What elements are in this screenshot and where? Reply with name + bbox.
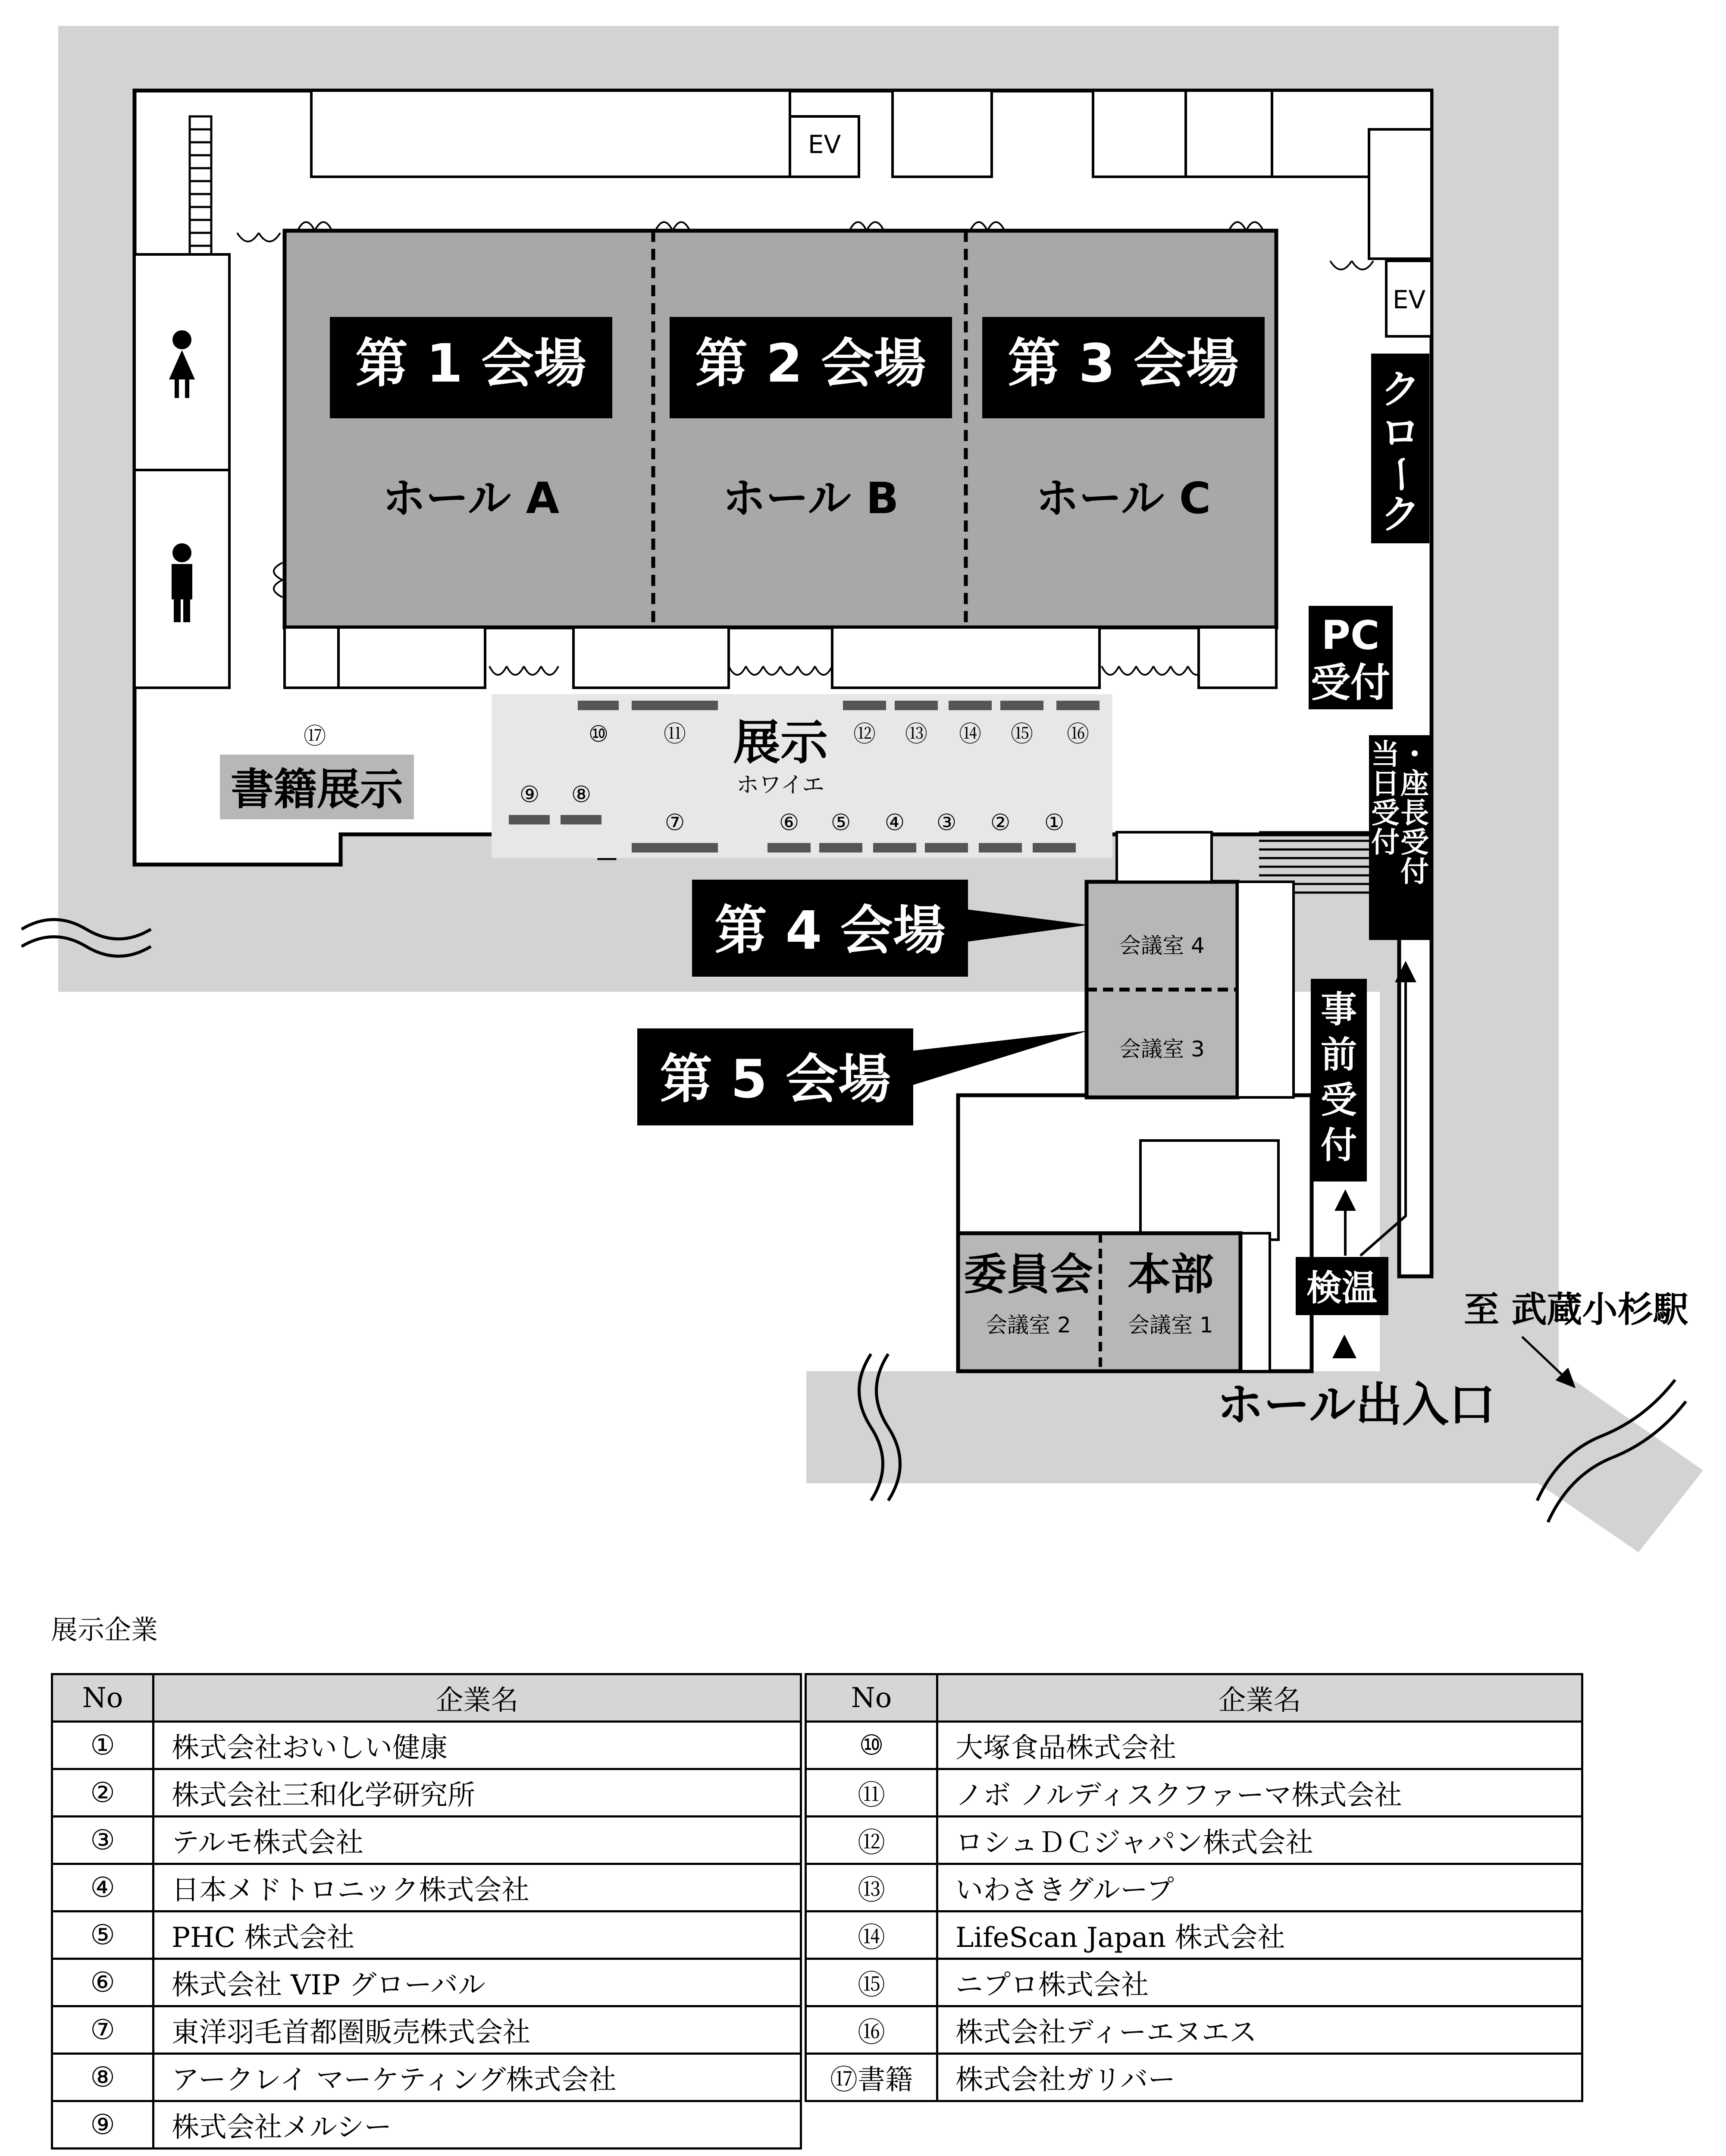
hall3-badge: 第 3 会場 [1008, 333, 1239, 394]
exhibitor-name: アークレイ マーケティング株式会社 [153, 2054, 801, 2101]
exhibitor-name: ニプロ株式会社 [937, 1959, 1582, 2006]
svg-text:⑧: ⑧ [571, 782, 592, 808]
svg-text:①: ① [1044, 810, 1065, 836]
hall2-name: ホール B [722, 473, 899, 523]
exhibitor-name: テルモ株式会社 [153, 1817, 801, 1864]
svg-text:・: ・ [1400, 738, 1429, 771]
exhibitor-number: ⑮ [806, 1959, 937, 2006]
svg-text:長: 長 [1400, 796, 1429, 830]
svg-text:⑪: ⑪ [663, 721, 686, 747]
exhibitor-number: ⑬ [806, 1864, 937, 1912]
hall3-name: ホール C [1035, 473, 1211, 523]
pc-reception-label: PC [1321, 612, 1380, 658]
exhibitor-name: いわさきグループ [937, 1864, 1582, 1912]
svg-text:受: 受 [1371, 796, 1400, 830]
exhibitor-number: ④ [52, 1864, 153, 1912]
svg-text:⑨: ⑨ [519, 782, 540, 808]
column-header-no: No [806, 1674, 937, 1722]
table-row [52, 2006, 801, 2054]
svg-text:⑩: ⑩ [588, 721, 609, 747]
table-row [806, 2054, 1582, 2101]
pc-reception-label: 受付 [1310, 660, 1391, 706]
svg-text:⑦: ⑦ [664, 810, 685, 836]
exhibitor-number: ① [52, 1722, 153, 1769]
exhibitor-table-left [51, 1673, 802, 2150]
exhibitor-number: ⑪ [806, 1769, 937, 1817]
table-row [52, 2101, 801, 2149]
table-row [52, 1769, 801, 1817]
entrance-marker-icon [1332, 1335, 1356, 1358]
table-row [806, 1959, 1582, 2006]
exhibitor-number: ⑧ [52, 2054, 153, 2101]
svg-text:③: ③ [936, 810, 957, 836]
meeting-room-1-label: 会議室 1 [1128, 1313, 1213, 1338]
svg-text:⑰: ⑰ [303, 724, 326, 749]
svg-text:⑯: ⑯ [1066, 721, 1090, 747]
cloak-label [1378, 367, 1424, 538]
svg-text:ロ: ロ [1380, 410, 1421, 456]
foyer-label: ホワイエ [736, 772, 825, 798]
exhibitor-name: 株式会社ガリバー [937, 2054, 1582, 2101]
table-header [52, 1674, 801, 1722]
svg-text:付: 付 [1371, 826, 1400, 859]
svg-text:⑮: ⑮ [1010, 721, 1034, 747]
table-row [52, 1864, 801, 1912]
svg-text:座: 座 [1400, 767, 1429, 800]
stairs-icon [190, 116, 211, 254]
table-row [806, 1769, 1582, 1817]
svg-text:受: 受 [1320, 1079, 1357, 1121]
meeting-room-4-label: 会議室 4 [1119, 933, 1205, 958]
exhibitor-name: 株式会社三和化学研究所 [153, 1769, 801, 1817]
hall-entrance-label: ホール出入口 [1217, 1378, 1495, 1432]
exhibitor-name: 株式会社ディーエヌエス [937, 2006, 1582, 2054]
exhibitor-name: 株式会社おいしい健康 [153, 1722, 801, 1769]
hall1-name: ホール A [382, 473, 560, 523]
hall1-badge: 第 1 会場 [355, 333, 586, 394]
exhibitor-number: ③ [52, 1817, 153, 1864]
svg-text:⑫: ⑫ [853, 721, 876, 747]
svg-text:⑥: ⑥ [779, 810, 799, 836]
exhibitor-number: ⑩ [806, 1722, 937, 1769]
main-hall-block [285, 231, 1276, 627]
exhibitor-number: ⑦ [52, 2006, 153, 2054]
exhibitor-number: ⑯ [806, 2006, 937, 2054]
table-row [806, 1912, 1582, 1959]
exhibitor-number: ⑭ [806, 1912, 937, 1959]
exhibitor-name: 株式会社 VIP グローバル [153, 1959, 801, 2006]
table-row [52, 1912, 801, 1959]
book-exhibit-label: 書籍展示 [231, 764, 403, 815]
table-row [52, 1722, 801, 1769]
svg-text:日: 日 [1371, 767, 1400, 800]
exhibitor-name: 大塚食品株式会社 [937, 1722, 1582, 1769]
exhibit-label: 展示 [733, 715, 828, 770]
svg-text:②: ② [990, 810, 1011, 836]
venue4-badge: 第 4 会場 [714, 900, 946, 961]
table-row [52, 1817, 801, 1864]
svg-text:受: 受 [1400, 826, 1429, 859]
exhibitor-number: ② [52, 1769, 153, 1817]
meeting-room-3-label: 会議室 3 [1119, 1037, 1205, 1062]
exhibitor-number: ⑫ [806, 1817, 937, 1864]
elevator-label: EV [808, 130, 841, 159]
elevator-label: EV [1392, 285, 1426, 314]
temperature-check-label: 検温 [1306, 1268, 1378, 1309]
exhibitor-table-right [805, 1673, 1583, 2102]
exhibitor-number: ⑨ [52, 2101, 153, 2149]
svg-text:当: 当 [1371, 738, 1400, 771]
exhibitor-number: ⑤ [52, 1912, 153, 1959]
table-row [806, 1817, 1582, 1864]
svg-text:ク: ク [1380, 367, 1421, 413]
exhibitor-number: ⑥ [52, 1959, 153, 2006]
meeting-room-2-label: 会議室 2 [986, 1313, 1071, 1338]
exhibitor-name: 東洋羽毛首都圏販売株式会社 [153, 2006, 801, 2054]
table-row [806, 1722, 1582, 1769]
table-row [52, 1959, 801, 2006]
svg-text:ク: ク [1380, 492, 1421, 538]
to-station-label: 至 武蔵小杉駅 [1464, 1289, 1688, 1330]
svg-text:事: 事 [1320, 988, 1357, 1031]
hq-label: 本部 [1128, 1249, 1214, 1300]
column-header-company: 企業名 [153, 1674, 801, 1722]
exhibitor-name: 株式会社メルシー [153, 2101, 801, 2149]
svg-text:付: 付 [1320, 1124, 1357, 1166]
committee-label: 委員会 [964, 1249, 1093, 1300]
exhibitor-name: ロシュＤＣジャパン株式会社 [937, 1817, 1582, 1864]
exhibitor-number: ⑰書籍 [806, 2054, 937, 2101]
exhibitor-name: PHC 株式会社 [153, 1912, 801, 1959]
table-row [52, 2054, 801, 2101]
column-header-company: 企業名 [937, 1674, 1582, 1722]
restrooms [135, 254, 229, 688]
table-header [806, 1674, 1582, 1722]
venue5-badge: 第 5 会場 [660, 1049, 891, 1110]
table-row [806, 1864, 1582, 1912]
column-header-no: No [52, 1674, 153, 1722]
exhibitor-name: 日本メドトロニック株式会社 [153, 1864, 801, 1912]
svg-text:ー: ー [1378, 454, 1424, 495]
svg-text:⑭: ⑭ [959, 721, 982, 747]
svg-text:⑤: ⑤ [830, 810, 851, 836]
hall2-badge: 第 2 会場 [695, 333, 926, 394]
svg-text:付: 付 [1400, 855, 1429, 888]
exhibitor-name: ノボ ノルディスクファーマ株式会社 [937, 1769, 1582, 1817]
table-row [806, 2006, 1582, 2054]
exhibitor-list-caption: 展示企業 [51, 1614, 158, 1645]
svg-text:④: ④ [884, 810, 905, 836]
svg-text:⑬: ⑬ [905, 721, 928, 747]
exhibitor-name: LifeScan Japan 株式会社 [937, 1912, 1582, 1959]
svg-text:前: 前 [1320, 1034, 1357, 1076]
